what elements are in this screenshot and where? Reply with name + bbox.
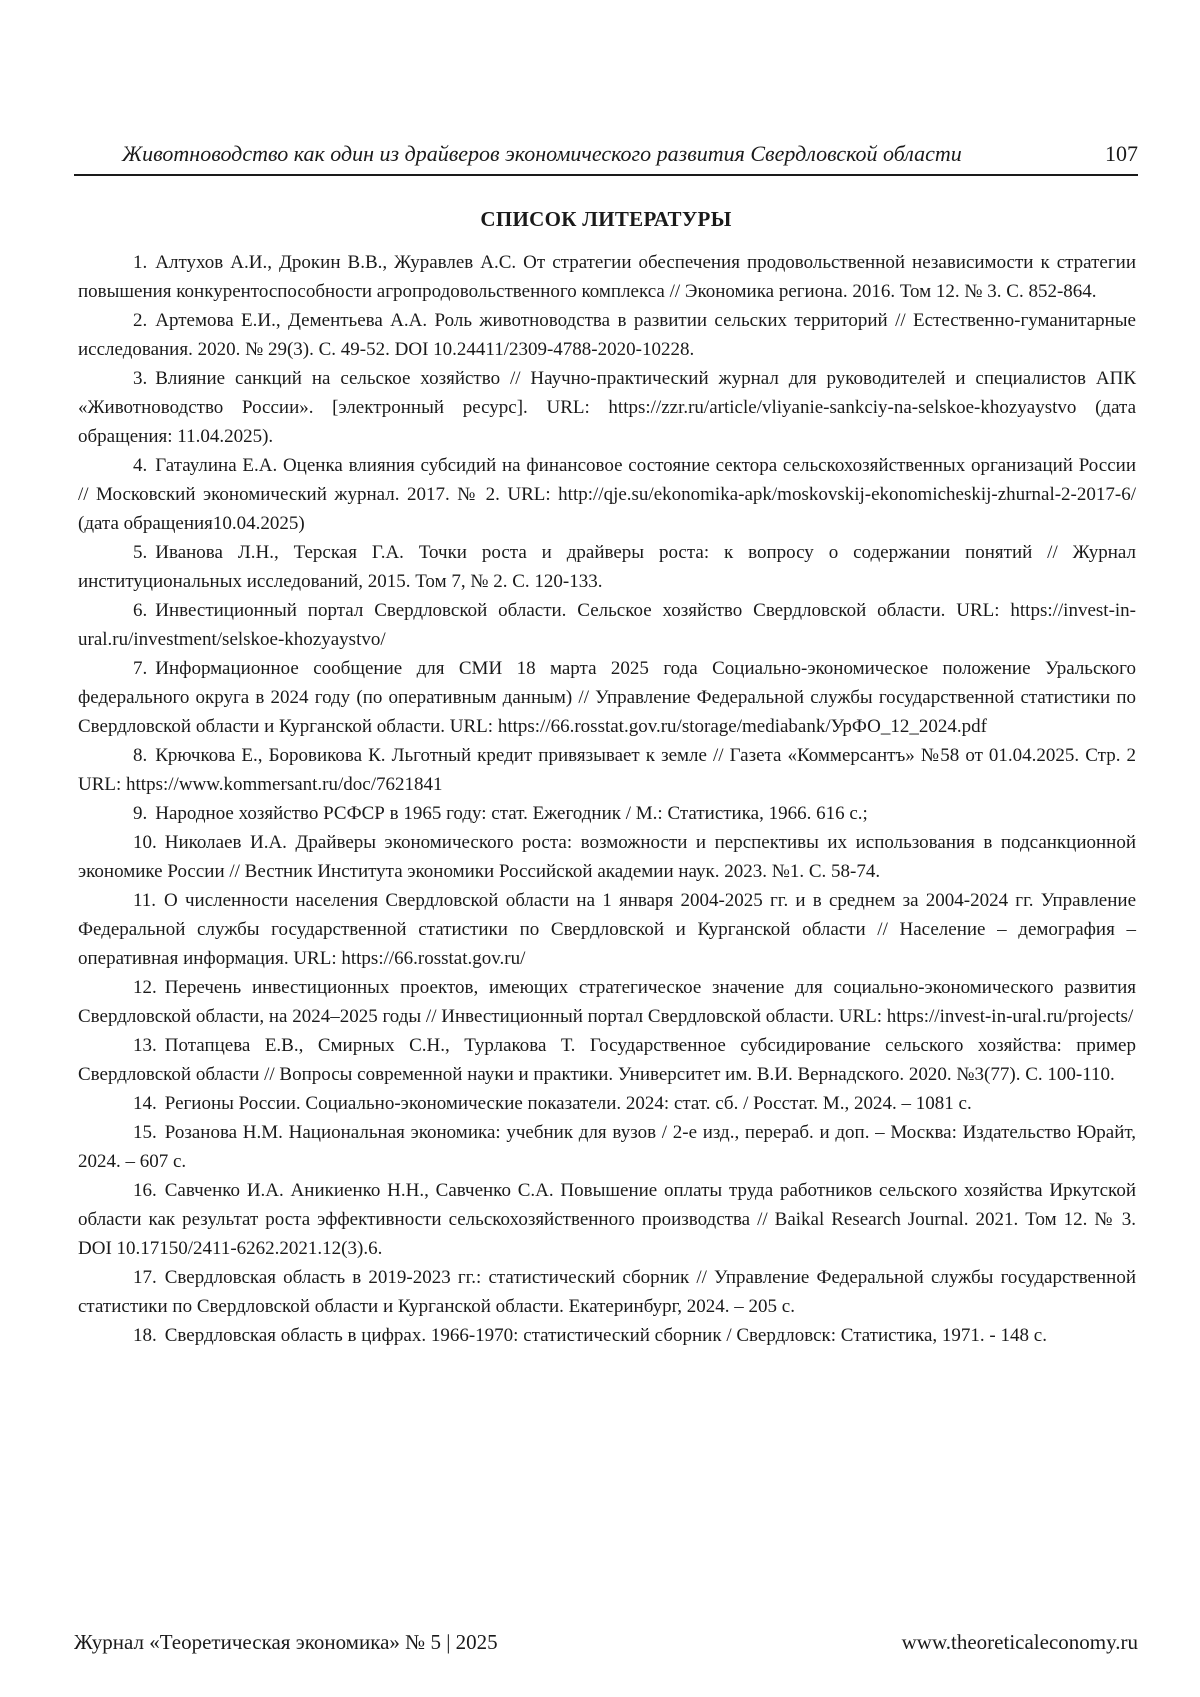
- reference-item: [78, 1321, 1136, 1350]
- reference-item: [78, 799, 1136, 828]
- reference-number: 6.: [133, 600, 148, 621]
- reference-item: [78, 1031, 1136, 1089]
- reference-text: Артемова Е.И., Дементьева А.А. Роль животноводства в развитии сельских территорий // Естественно-гуманитарные исследования. 2020. № 29(3). С. 49-52. DOI 10.24411/2309-4788-2020-10228.: [78, 310, 1136, 360]
- reference-text: Информационное сообщение для СМИ 18 марта 2025 года Социально-экономическое положение Уральского федерального округа в 2024 году (по оперативным данным) // Управление Федеральной службы государственной статистики по Свердловской области и Курганской области. URL: https://66.rosstat.gov.ru/storage/mediabank/УрФО_12_2024.pdf: [78, 658, 1136, 737]
- reference-item: [78, 1118, 1136, 1176]
- reference-number: 5.: [133, 542, 148, 563]
- reference-text: Перечень инвестиционных проектов, имеющих стратегическое значение для социально-экономического развития Свердловской области, на 2024–2025 годы // Инвестиционный портал Свердловской области. URL: https://invest-in-ural.ru/projects/: [78, 977, 1136, 1027]
- reference-text: Народное хозяйство РСФСР в 1965 году: стат. Ежегодник / М.: Статистика, 1966. 616 с.;: [155, 803, 868, 824]
- reference-number: 12.: [133, 977, 157, 998]
- reference-number: 14.: [133, 1093, 157, 1114]
- reference-text: Николаев И.А. Драйверы экономического роста: возможности и перспективы их использования в подсанкционной экономике России // Вестник Института экономики Российской академии наук. 2023. №1. С. 58-74.: [78, 832, 1136, 882]
- reference-number: 16.: [133, 1180, 157, 1201]
- reference-item: [78, 886, 1136, 973]
- reference-number: 8.: [133, 745, 148, 766]
- reference-text: Крючкова Е., Боровикова К. Льготный кредит привязывает к земле // Газета «Коммерсантъ» №58 от 01.04.2025. Стр. 2 URL: https://www.kommersant.ru/doc/7621841: [78, 745, 1136, 795]
- page-footer: [74, 1628, 1138, 1658]
- reference-text: Савченко И.А. Аникиенко Н.Н., Савченко С.А. Повышение оплаты труда работников сельского хозяйства Иркутской области как результат роста эффективности сельскохозяйственного производства // Baikal Research Journal. 2021. Том 12. № 3. DOI 10.17150/2411-6262.2021.12(3).6.: [78, 1180, 1136, 1259]
- reference-item: [78, 654, 1136, 741]
- reference-item: [78, 973, 1136, 1031]
- section-heading: СПИСОК ЛИТЕРАТУРЫ: [480, 207, 732, 231]
- reference-item: [78, 451, 1136, 538]
- reference-item: [78, 538, 1136, 596]
- reference-text: Иванова Л.Н., Терская Г.А. Точки роста и драйверы роста: к вопросу о содержании понятий // Журнал институциональных исследований, 2015. Том 7, № 2. С. 120-133.: [78, 542, 1136, 592]
- reference-text: Регионы России. Социально-экономические показатели. 2024: стат. сб. / Росстат. М., 2024. – 1081 с.: [164, 1093, 972, 1114]
- reference-item: [78, 596, 1136, 654]
- reference-number: 17.: [133, 1267, 157, 1288]
- reference-text: Свердловская область в цифрах. 1966-1970: статистический сборник / Свердловск: Статистика, 1971. - 148 с.: [164, 1325, 1047, 1346]
- reference-text: Алтухов А.И., Дрокин В.В., Журавлев А.С. От стратегии обеспечения продовольственной независимости к стратегии повышения конкурентоспособности агропродовольственного комплекса // Экономика региона. 2016. Том 12. № 3. С. 852-864.: [78, 252, 1136, 302]
- reference-text: Свердловская область в 2019-2023 гг.: статистический сборник // Управление Федеральной службы государственной статистики по Свердловской области и Курганской области. Екатеринбург, 2024. – 205 с.: [78, 1267, 1136, 1317]
- reference-number: 3.: [133, 368, 148, 389]
- reference-item: [78, 248, 1136, 306]
- reference-item: [78, 1176, 1136, 1263]
- running-title: Животноводство как один из драйверов экономического развития Свердловской области: [122, 141, 962, 166]
- reference-item: [78, 364, 1136, 451]
- reference-item: [78, 1263, 1136, 1321]
- reference-text: Гатаулина Е.А. Оценка влияния субсидий на финансовое состояние сектора сельскохозяйственных организаций России // Московский экономический журнал. 2017. № 2. URL: http://qje.su/ekonomika-apk/moskovskij-ekonomicheskij-zhurnal-2-2017-6/ (дата обращения10.04.2025): [78, 455, 1136, 534]
- reference-text: Влияние санкций на сельское хозяйство // Научно-практический журнал для руководителей и специалистов АПК «Животноводство России». [электронный ресурс]. URL: https://zzr.ru/article/vliyanie-sankciy-na-selskoe-khozyaystvo (дата обращения: 11.04.2025).: [78, 368, 1136, 447]
- page-number: 107: [1105, 141, 1138, 166]
- reference-text: Инвестиционный портал Свердловской области. Сельское хозяйство Свердловской области. URL: https://invest-in-ural.ru/investment/selskoe-khozyaystvo/: [78, 600, 1136, 650]
- reference-list: [78, 248, 1136, 1350]
- running-header: [74, 140, 1138, 176]
- reference-number: 13.: [133, 1035, 157, 1056]
- reference-number: 2.: [133, 310, 148, 331]
- reference-number: 11.: [133, 890, 157, 911]
- reference-item: [78, 1089, 1136, 1118]
- reference-number: 7.: [133, 658, 148, 679]
- reference-text: Розанова Н.М. Национальная экономика: учебник для вузов / 2-е изд., перераб. и доп. – Москва: Издательство Юрайт, 2024. – 607 с.: [78, 1122, 1136, 1172]
- reference-number: 4.: [133, 455, 148, 476]
- reference-item: [78, 306, 1136, 364]
- journal-name: Журнал «Теоретическая экономика» № 5 | 2025: [74, 1630, 498, 1654]
- reference-number: 18.: [133, 1325, 157, 1346]
- reference-number: 10.: [133, 832, 157, 853]
- reference-text: О численности населения Свердловской области на 1 января 2004-2025 гг. и в среднем за 2004-2024 гг. Управление Федеральной службы государственной статистики по Свердловской и Курганской области // Население – демография – оперативная информация. URL: https://66.rosstat.gov.ru/: [78, 890, 1136, 969]
- website-link[interactable]: www.theoreticaleconomy.ru: [901, 1630, 1138, 1654]
- reference-number: 9.: [133, 803, 148, 824]
- reference-item: [78, 741, 1136, 799]
- reference-number: 1.: [133, 252, 148, 273]
- reference-number: 15.: [133, 1122, 157, 1143]
- reference-item: [78, 828, 1136, 886]
- reference-text: Потапцева Е.В., Смирных С.Н., Турлакова Т. Государственное субсидирование сельского хозяйства: пример Свердловской области // Вопросы современной науки и практики. Университет им. В.И. Вернадского. 2020. №3(77). С. 100-110.: [78, 1035, 1136, 1085]
